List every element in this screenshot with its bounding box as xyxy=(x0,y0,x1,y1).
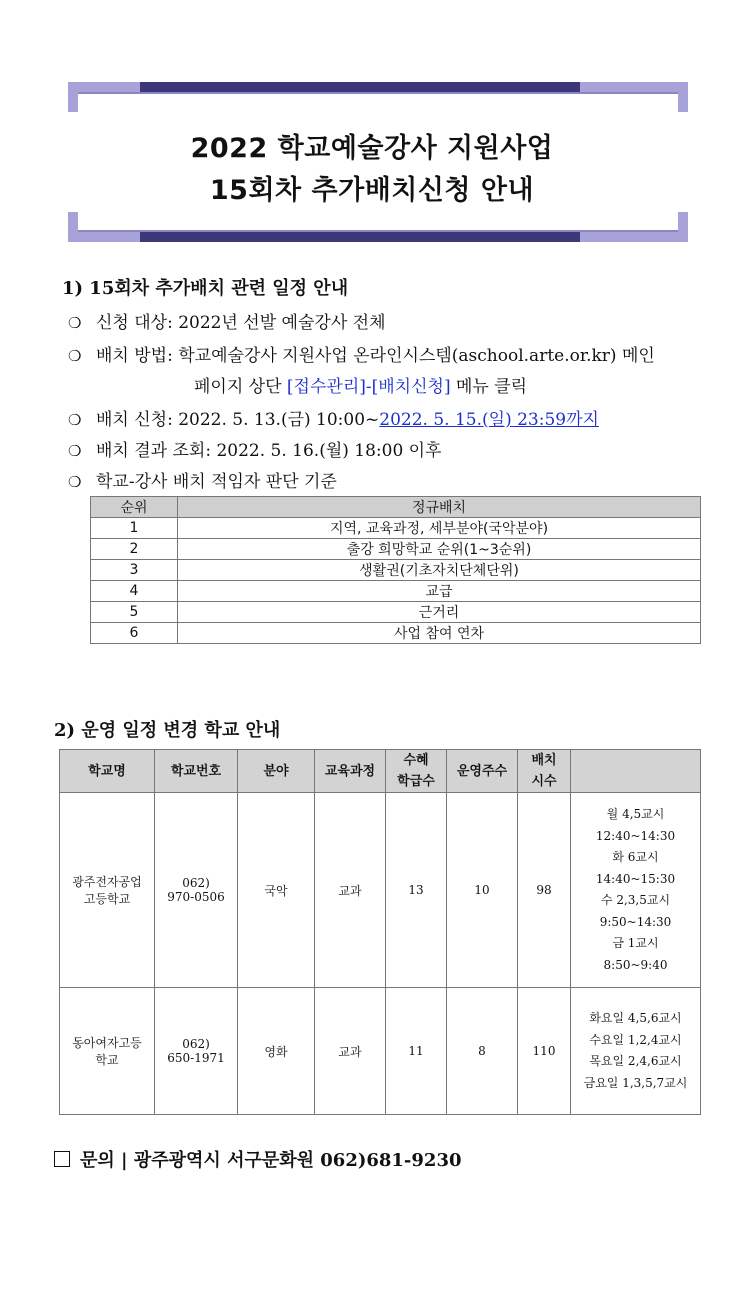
header-hours xyxy=(518,750,571,793)
header-regular: 정규배치 xyxy=(178,497,701,518)
table-row xyxy=(91,518,701,539)
schedule-line: 금요일 1,3,5,7교시 xyxy=(583,1075,688,1090)
table-header-row xyxy=(91,497,701,518)
criteria-cell: 근거리 xyxy=(178,602,701,623)
header-weeks: 운영주수 xyxy=(447,750,518,793)
target-text: 신청 대상: 2022년 선발 예술강사 전체 xyxy=(96,313,386,333)
code-1: 062) xyxy=(182,1037,210,1051)
table-row xyxy=(91,560,701,581)
section2-heading: 2) 운영 일정 변경 학교 안내 xyxy=(54,720,281,741)
header-classes-2: 학급수 xyxy=(397,774,435,789)
rank-cell: 4 xyxy=(91,581,178,602)
header-rank: 순위 xyxy=(91,497,178,518)
schedule-line: 14:40~15:30 xyxy=(595,871,676,886)
frame-bottom-left-corner xyxy=(68,212,78,232)
header-classes-1: 수혜 xyxy=(403,753,429,768)
schedule-line: 화 6교시 xyxy=(612,850,659,864)
rank-cell: 5 xyxy=(91,602,178,623)
bullet-icon: ❍ xyxy=(68,314,82,332)
method-menu-link[interactable]: [접수관리]-[배치신청] xyxy=(286,377,451,397)
classes-cell: 11 xyxy=(386,988,447,1115)
table-header-row xyxy=(60,750,701,793)
code-cell xyxy=(155,988,238,1115)
criteria-cell: 교급 xyxy=(178,581,701,602)
bullet-icon: ❍ xyxy=(68,473,82,491)
result-text: 배치 결과 조회: 2022. 5. 16.(월) 18:00 이후 xyxy=(96,441,442,461)
item-apply xyxy=(68,405,599,430)
table-row xyxy=(91,623,701,644)
criteria-cell: 생활권(기초자치단체단위) xyxy=(178,560,701,581)
school-cell xyxy=(60,793,155,988)
table-row xyxy=(91,602,701,623)
table-row xyxy=(91,581,701,602)
code-2: 650-1971 xyxy=(167,1051,225,1065)
frame-top-line xyxy=(78,92,678,94)
rank-cell: 1 xyxy=(91,518,178,539)
table-row xyxy=(60,988,701,1115)
schedule-cell xyxy=(571,988,701,1115)
schedule-line: 금 1교시 xyxy=(612,936,659,950)
page-title-line2: 15회차 추가배치신청 안내 xyxy=(209,175,535,206)
item-result xyxy=(68,436,442,461)
bullet-icon: ❍ xyxy=(68,442,82,460)
schedule-cell xyxy=(571,793,701,988)
item-method xyxy=(68,341,655,366)
schedule-line: 목요일 2,4,6교시 xyxy=(589,1054,682,1068)
school-cell xyxy=(60,988,155,1115)
code-cell xyxy=(155,793,238,988)
bullet-icon: ❍ xyxy=(68,347,82,365)
hours-cell: 98 xyxy=(518,793,571,988)
header-code: 학교번호 xyxy=(155,750,238,793)
school-name-2: 학교 xyxy=(95,1053,119,1067)
frame-top-right-corner xyxy=(678,92,688,112)
classes-cell: 13 xyxy=(386,793,447,988)
apply-text: 배치 신청: 2022. 5. 13.(금) 10:00~ xyxy=(96,410,380,430)
schedule-line: 8:50~9:40 xyxy=(603,957,668,972)
bullet-icon: ❍ xyxy=(68,411,82,429)
schedule-line: 월 4,5교시 xyxy=(606,807,665,821)
item-criteria xyxy=(68,467,337,492)
checkbox-square-icon xyxy=(54,1151,70,1167)
apply-deadline: 2022. 5. 15.(일) 23:59까지 xyxy=(379,410,599,430)
frame-bottom-dark-bar xyxy=(140,232,580,242)
weeks-cell: 10 xyxy=(447,793,518,988)
method-text-line1: 배치 방법: 학교예술강사 지원사업 온라인시스템(aschool.arte.or.kr) 메인 xyxy=(96,346,655,366)
header-school: 학교명 xyxy=(60,750,155,793)
school-name-1: 광주전자공업 xyxy=(72,875,142,889)
weeks-cell: 8 xyxy=(447,988,518,1115)
criteria-cell: 지역, 교육과정, 세부분야(국악분야) xyxy=(178,518,701,539)
field-cell: 영화 xyxy=(238,988,315,1115)
method-text-prefix: 페이지 상단 xyxy=(194,377,287,397)
header-course: 교육과정 xyxy=(315,750,386,793)
schedule-line: 9:50~14:30 xyxy=(599,914,672,929)
rank-cell: 2 xyxy=(91,539,178,560)
schedule-line: 12:40~14:30 xyxy=(595,828,676,843)
criteria-text: 학교-강사 배치 적임자 판단 기준 xyxy=(96,472,337,492)
method-text-suffix: 메뉴 클릭 xyxy=(450,377,528,397)
item-target xyxy=(68,308,386,333)
table-row xyxy=(91,539,701,560)
header-field: 분야 xyxy=(238,750,315,793)
frame-top-left-corner xyxy=(68,92,78,112)
contact-text: 문의 | 광주광역시 서구문화원 062)681-9230 xyxy=(80,1150,462,1171)
schedule-line: 수요일 1,2,4교시 xyxy=(589,1032,682,1047)
schedule-change-table xyxy=(59,749,701,1115)
schedule-line: 수 2,3,5교시 xyxy=(600,893,671,907)
frame-bottom-right-corner xyxy=(678,212,688,232)
contact-line xyxy=(54,1146,462,1172)
course-cell: 교과 xyxy=(315,793,386,988)
item-method-cont xyxy=(194,372,527,397)
school-name-1: 동아여자고등 xyxy=(72,1036,142,1050)
rank-cell: 3 xyxy=(91,560,178,581)
hours-cell: 110 xyxy=(518,988,571,1115)
header-schedule xyxy=(571,750,701,793)
rank-cell: 6 xyxy=(91,623,178,644)
criteria-cell: 사업 참여 연차 xyxy=(178,623,701,644)
header-hours-2: 시수 xyxy=(531,774,557,789)
header-hours-1: 배치 xyxy=(531,753,557,768)
page-title-line1: 2022 학교예술강사 지원사업 xyxy=(190,133,554,164)
criteria-cell: 출강 희망학교 순위(1~3순위) xyxy=(178,539,701,560)
course-cell: 교과 xyxy=(315,988,386,1115)
schedule-line: 화요일 4,5,6교시 xyxy=(589,1011,682,1025)
header-classes xyxy=(386,750,447,793)
field-cell: 국악 xyxy=(238,793,315,988)
table-row xyxy=(60,793,701,988)
code-1: 062) xyxy=(182,876,210,890)
code-2: 970-0506 xyxy=(167,890,225,904)
section1-heading: 1) 15회차 추가배치 관련 일정 안내 xyxy=(62,278,349,299)
criteria-table xyxy=(90,496,701,644)
school-name-2: 고등학교 xyxy=(83,892,131,906)
frame-top-dark-bar xyxy=(140,82,580,92)
